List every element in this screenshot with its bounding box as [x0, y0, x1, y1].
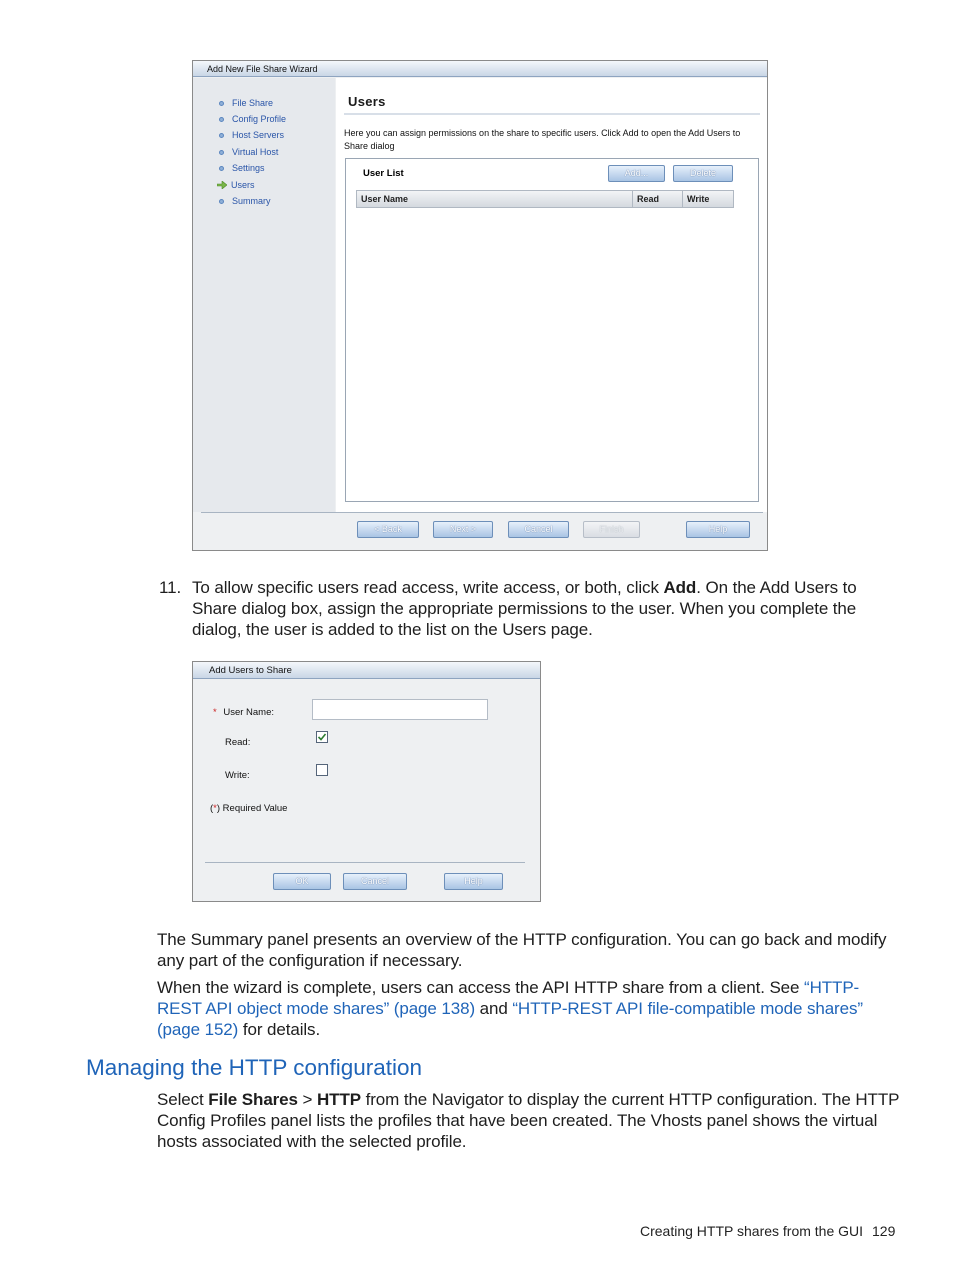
nav-item-virtual-host[interactable]: [219, 147, 278, 157]
dialog-help-button[interactable]: Help: [444, 873, 503, 890]
nav-item-label: Users: [231, 180, 255, 190]
wizard-nav-panel: [193, 78, 335, 512]
footer-text: Creating HTTP shares from the GUI: [640, 1223, 864, 1239]
nav-item-users[interactable]: [219, 180, 255, 190]
user-table-header: [356, 190, 734, 208]
bullet-icon: [219, 199, 224, 204]
required-note-text: ) Required Value: [216, 803, 288, 814]
page-number: 129: [872, 1223, 896, 1239]
write-label: Write:: [225, 770, 250, 781]
paragraph-text: >: [297, 1090, 317, 1109]
section-heading: Managing the HTTP configuration: [86, 1055, 423, 1080]
step-text-part: To allow specific users read access, write access, or both, click: [192, 578, 664, 597]
paragraph-bold: HTTP: [316, 1090, 361, 1109]
read-checkbox[interactable]: [316, 731, 328, 743]
nav-item-label: Summary: [232, 196, 271, 206]
add-user-button[interactable]: Add...: [608, 165, 665, 182]
delete-user-button[interactable]: Delete: [673, 165, 733, 182]
add-file-share-wizard: [192, 60, 768, 551]
nav-item-label: File Share: [232, 98, 274, 108]
nav-item-label: Settings: [232, 163, 265, 173]
wizard-complete-paragraph: [157, 977, 902, 1040]
dialog-cancel-button[interactable]: Cancel: [343, 873, 407, 890]
user-list-label: User List: [363, 168, 404, 179]
nav-item-host-servers[interactable]: [219, 130, 284, 140]
bullet-icon: [219, 117, 224, 122]
finish-button[interactable]: Finish: [583, 521, 640, 538]
user-name-label-text: User Name:: [223, 707, 275, 718]
section-title: Users: [348, 94, 386, 109]
paragraph-text: When the wizard is complete, users can access the API HTTP share from a client. See: [157, 978, 805, 997]
paragraph-text: Select: [157, 1090, 209, 1109]
bullet-icon: [219, 133, 224, 138]
wizard-title-bar: Add New File Share Wizard: [193, 61, 767, 77]
nav-item-label: Config Profile: [232, 114, 287, 124]
paragraph-bold: File Shares: [208, 1090, 298, 1109]
back-button[interactable]: < Back: [357, 521, 419, 538]
file-compatible-mode-link[interactable]: “HTTP-REST API file-compatible mode shares” (page 152): [157, 999, 863, 1039]
user-name-input[interactable]: [312, 699, 488, 720]
paragraph-text: from the Navigator to display the current HTTP configuration. The HTTP Config Profiles panel lists the profiles that have been created. The Vhosts panel shows the virtual hosts associated with the selected profile.: [157, 1090, 900, 1151]
nav-item-label: Host Servers: [232, 130, 285, 140]
step-number: 11.: [159, 578, 182, 597]
step-text-part: . On the Add Users to Share dialog box, assign the appropriate permissions to the user. When you complete the dialog, the user is added to the list on the Users page.: [192, 578, 857, 639]
read-label: Read:: [225, 737, 251, 748]
nav-item-config-profile[interactable]: [219, 114, 286, 124]
required-value-note: [210, 803, 287, 814]
write-checkbox[interactable]: [316, 764, 328, 776]
required-marker: *: [213, 707, 217, 718]
dialog-title-bar: Add Users to Share: [193, 662, 540, 679]
paragraph-text: and: [475, 999, 513, 1018]
section-description: Here you can assign permissions on the share to specific users. Click Add to open the Add Users to Share dialog: [344, 128, 741, 151]
section-divider: [344, 113, 760, 115]
add-users-dialog: [192, 661, 541, 902]
step-text-bold: Add: [663, 578, 697, 597]
column-header-read[interactable]: Read: [633, 191, 683, 207]
nav-item-file-share[interactable]: [219, 98, 273, 108]
paragraph-text: for details.: [238, 1020, 321, 1039]
bullet-icon: [219, 101, 224, 106]
checkmark-icon: [317, 732, 327, 742]
managing-paragraph: [157, 1089, 902, 1152]
help-button[interactable]: Help: [686, 521, 750, 538]
column-header-write[interactable]: Write: [687, 194, 710, 204]
nav-item-summary[interactable]: [219, 196, 271, 206]
nav-item-label: Virtual Host: [232, 147, 279, 157]
object-mode-link[interactable]: “HTTP-REST API object mode shares” (page 138): [157, 978, 860, 1018]
next-button[interactable]: Next >: [433, 521, 493, 538]
wizard-footer-divider: [201, 512, 763, 513]
bullet-icon: [219, 150, 224, 155]
user-list-panel: [345, 158, 759, 502]
column-header-user-name[interactable]: User Name: [357, 191, 633, 207]
required-note-star: *: [213, 803, 217, 814]
bullet-icon: [219, 166, 224, 171]
nav-item-settings[interactable]: [219, 163, 265, 173]
ok-button[interactable]: OK: [273, 873, 331, 890]
step-text: [192, 577, 882, 640]
required-note-paren: (: [210, 803, 214, 814]
dialog-footer-divider: [205, 862, 525, 863]
arrow-right-icon: [217, 181, 227, 189]
summary-paragraph: The Summary panel presents an overview of the HTTP configuration. You can go back and modify any part of the configuration if necessary.: [157, 930, 887, 970]
cancel-button[interactable]: Cancel: [508, 521, 569, 538]
user-name-label: [213, 707, 274, 718]
